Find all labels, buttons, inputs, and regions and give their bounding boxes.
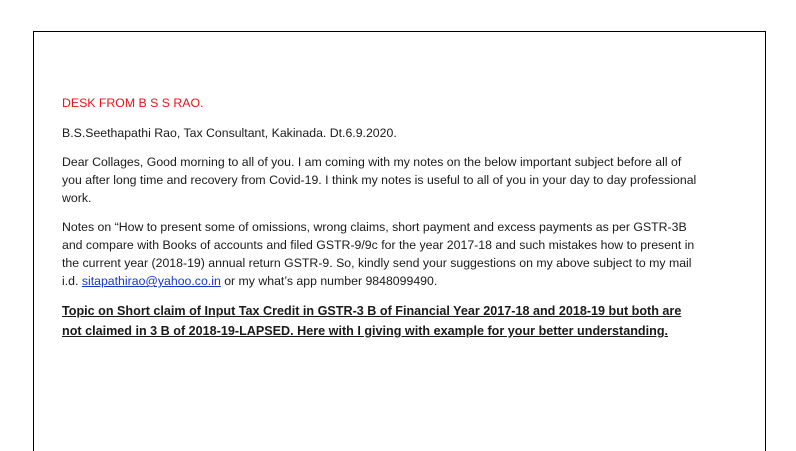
greeting-paragraph: Dear Collages, Good morning to all of you. I am coming with my notes on the below important subject before all of you after long time and recovery from Covid-19. I think my notes is useful to all of you in your day to day professional work. (62, 155, 697, 205)
document-content (62, 94, 702, 341)
email-link[interactable]: sitapathirao@yahoo.co.in (81, 274, 221, 288)
notes-text-start: Notes on “How to present some of omissions, wrong claims, short payment and excess payments as per GSTR-3B and compare with Books of accounts and filed GSTR-9/9c for the year 2017-18 and such mistakes how to present in the current year (2018-19) annual return GSTR-9. So, kindly send your suggestions on my above subject to my mail i.d. (62, 220, 695, 288)
desk-heading: DESK FROM B S S RAO. (62, 96, 204, 110)
topic-heading: Topic on Short claim of Input Tax Credit in GSTR-3 B of Financial Year 2017-18 and 2018-19 but both are not claimed in 3 B of 2018-19-LAPSED. Here with I giving with example for your better understanding. (62, 304, 682, 338)
notes-text-end: or my what’s app number 9848099490. (220, 274, 438, 288)
notes-paragraph (62, 218, 702, 290)
byline: B.S.Seethapathi Rao, Tax Consultant, Kakinada. Dt.6.9.2020. (62, 126, 397, 140)
